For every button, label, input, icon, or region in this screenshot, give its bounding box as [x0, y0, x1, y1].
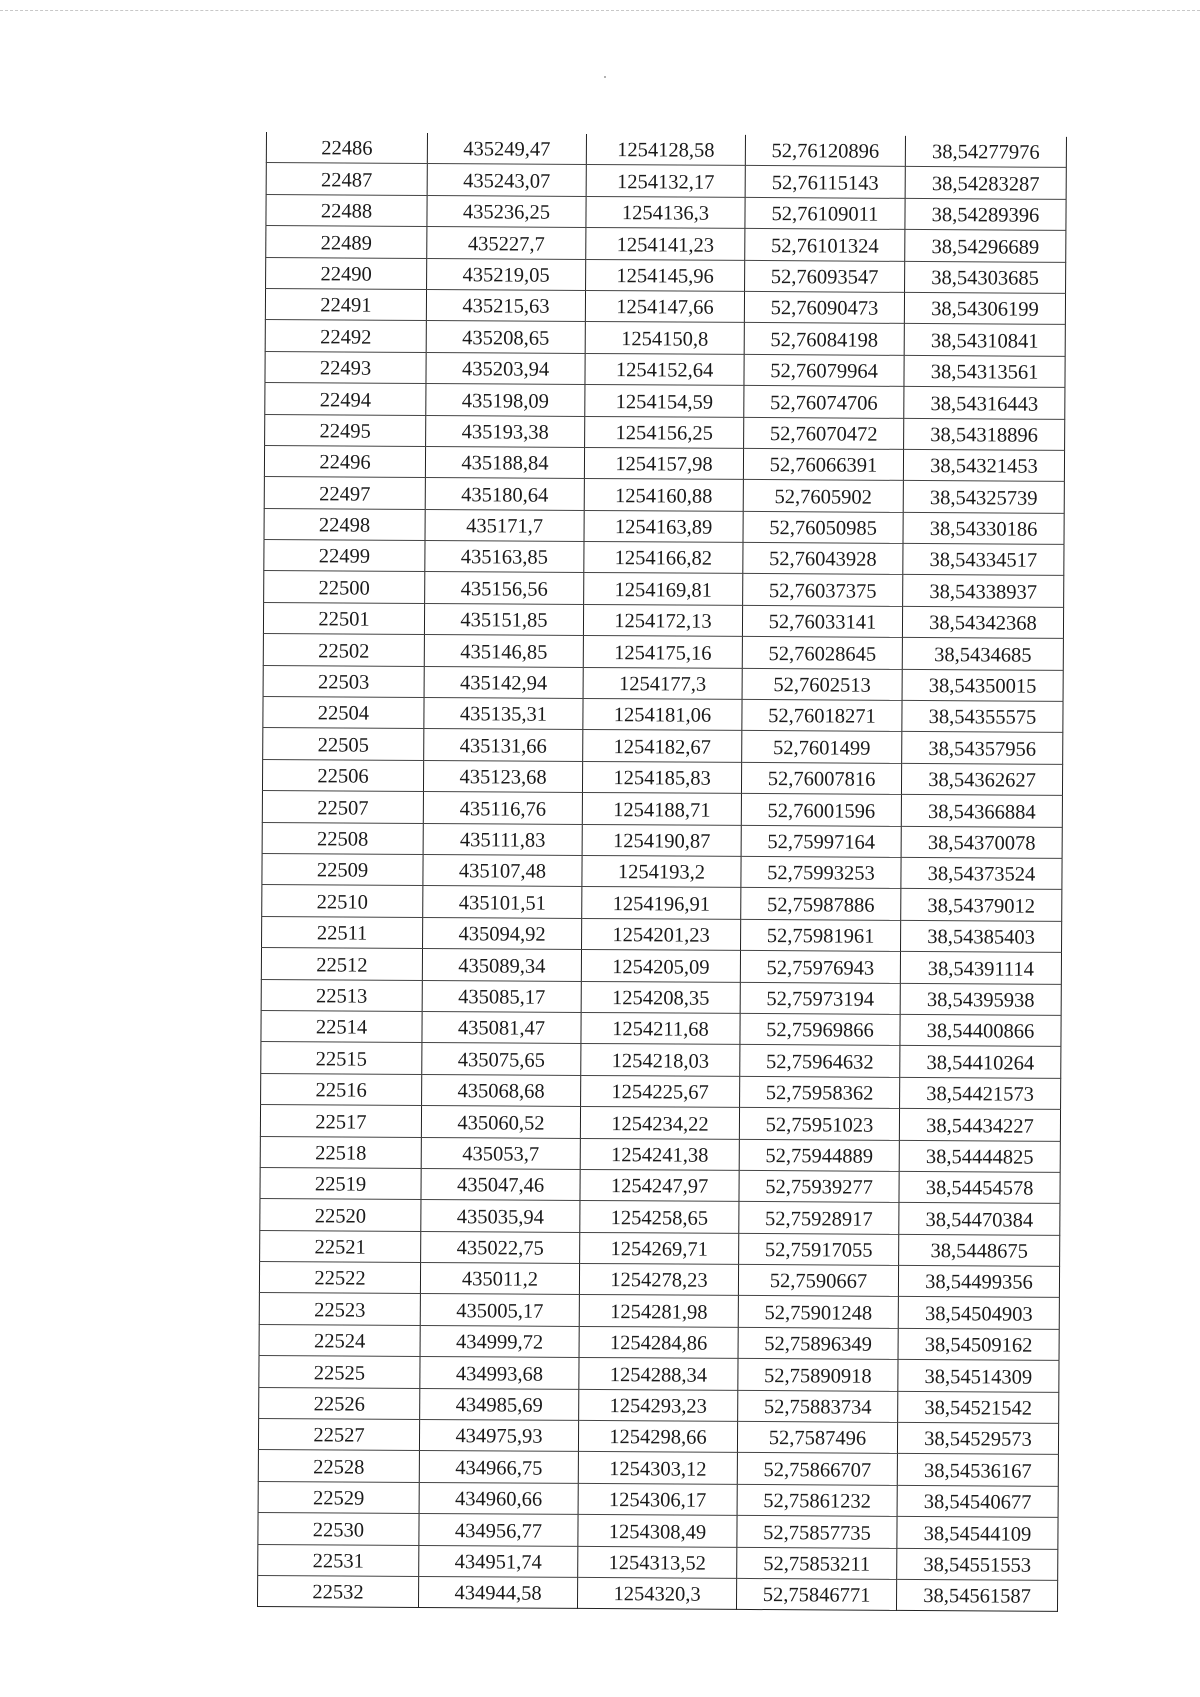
longitude-cell: 38,54330186: [903, 512, 1064, 544]
longitude-cell: 38,54504903: [898, 1297, 1059, 1329]
latitude-cell: 52,76037375: [743, 574, 903, 606]
point-number-cell: 22504: [263, 697, 424, 729]
table-row: [264, 571, 1064, 607]
y-coordinate-cell: 1254185,83: [582, 761, 741, 793]
x-coordinate-cell: 434960,66: [419, 1482, 578, 1514]
longitude-cell: 38,54296689: [905, 230, 1066, 262]
longitude-cell: 38,54277976: [905, 136, 1066, 168]
x-coordinate-cell: 434993,68: [420, 1357, 579, 1389]
point-number-cell: 22505: [263, 728, 424, 760]
latitude-cell: 52,75973194: [740, 982, 900, 1014]
longitude-cell: 38,5434685: [902, 638, 1063, 670]
table-row: [266, 194, 1066, 230]
x-coordinate-cell: 435198,09: [426, 384, 585, 416]
longitude-cell: 38,54362627: [901, 763, 1062, 795]
point-number-cell: 22524: [259, 1324, 420, 1356]
point-number-cell: 22516: [261, 1073, 422, 1105]
table-row: [262, 853, 1062, 889]
point-number-cell: 22496: [264, 445, 425, 477]
latitude-cell: 52,76115143: [745, 166, 905, 198]
latitude-cell: 52,75857735: [737, 1516, 897, 1548]
point-number-cell: 22529: [258, 1481, 419, 1513]
point-number-cell: 22495: [265, 414, 426, 446]
latitude-cell: 52,7601499: [742, 731, 902, 763]
y-coordinate-cell: 1254247,97: [580, 1169, 739, 1201]
table-row: [265, 288, 1065, 324]
y-coordinate-cell: 1254241,38: [580, 1138, 739, 1170]
longitude-cell: 38,54400866: [900, 1014, 1061, 1046]
point-number-cell: 22518: [260, 1136, 421, 1168]
longitude-cell: 38,54410264: [900, 1046, 1061, 1078]
y-coordinate-cell: 1254193,2: [582, 855, 741, 887]
longitude-cell: 38,5448675: [899, 1234, 1060, 1266]
x-coordinate-cell: 435188,84: [425, 446, 584, 478]
point-number-cell: 22525: [259, 1356, 420, 1388]
table-row: [258, 1544, 1058, 1580]
x-coordinate-cell: 435047,46: [421, 1168, 580, 1200]
table-row: [262, 916, 1062, 952]
latitude-cell: 52,75969866: [740, 1013, 900, 1045]
latitude-cell: 52,76028645: [742, 637, 902, 669]
x-coordinate-cell: 435075,65: [422, 1043, 581, 1075]
longitude-cell: 38,54454578: [899, 1171, 1060, 1203]
point-number-cell: 22497: [264, 477, 425, 509]
point-number-cell: 22522: [259, 1262, 420, 1294]
y-coordinate-cell: 1254320,3: [577, 1577, 736, 1609]
longitude-cell: 38,54313561: [904, 355, 1065, 387]
latitude-cell: 52,75939277: [739, 1170, 899, 1202]
y-coordinate-cell: 1254201,23: [582, 918, 741, 950]
y-coordinate-cell: 1254225,67: [581, 1075, 740, 1107]
y-coordinate-cell: 1254258,65: [580, 1201, 739, 1233]
table-row: [266, 226, 1066, 262]
x-coordinate-cell: 435081,47: [422, 1011, 581, 1043]
table-row: [262, 885, 1062, 921]
x-coordinate-cell: 435101,51: [423, 886, 582, 918]
point-number-cell: 22499: [264, 540, 425, 572]
longitude-cell: 38,54509162: [898, 1328, 1059, 1360]
longitude-cell: 38,54306199: [904, 292, 1065, 324]
latitude-cell: 52,7605902: [743, 480, 903, 512]
longitude-cell: 38,54318896: [904, 418, 1065, 450]
x-coordinate-cell: 435085,17: [422, 980, 581, 1012]
y-coordinate-cell: 1254172,13: [583, 604, 742, 636]
x-coordinate-cell: 434966,75: [419, 1451, 578, 1483]
latitude-cell: 52,75993253: [741, 856, 901, 888]
point-number-cell: 22530: [258, 1513, 419, 1545]
x-coordinate-cell: 435180,64: [425, 478, 584, 510]
x-coordinate-cell: 435171,7: [425, 509, 584, 541]
y-coordinate-cell: 1254160,88: [584, 479, 743, 511]
table-row: [258, 1481, 1058, 1517]
point-number-cell: 22487: [266, 163, 427, 195]
table-row: [266, 163, 1066, 199]
point-number-cell: 22490: [266, 257, 427, 289]
latitude-cell: 52,75997164: [741, 825, 901, 857]
longitude-cell: 38,54529573: [897, 1422, 1058, 1454]
table-row: [262, 822, 1062, 858]
table-row: [259, 1356, 1059, 1392]
latitude-cell: 52,75890918: [738, 1359, 898, 1391]
y-coordinate-cell: 1254308,49: [578, 1515, 737, 1547]
table-row: [263, 602, 1063, 638]
latitude-cell: 52,75958362: [740, 1076, 900, 1108]
table-row: [260, 1136, 1060, 1172]
longitude-cell: 38,54370078: [901, 826, 1062, 858]
table-row: [265, 414, 1065, 450]
y-coordinate-cell: 1254177,3: [583, 667, 742, 699]
longitude-cell: 38,54514309: [898, 1360, 1059, 1392]
x-coordinate-cell: 434951,74: [419, 1545, 578, 1577]
x-coordinate-cell: 435227,7: [427, 227, 586, 259]
point-number-cell: 22521: [260, 1230, 421, 1262]
point-number-cell: 22523: [259, 1293, 420, 1325]
latitude-cell: 52,76007816: [741, 762, 901, 794]
y-coordinate-cell: 1254188,71: [582, 793, 741, 825]
x-coordinate-cell: 435011,2: [420, 1263, 579, 1295]
point-number-cell: 22491: [265, 288, 426, 320]
latitude-cell: 52,76018271: [742, 699, 902, 731]
point-number-cell: 22494: [265, 383, 426, 415]
x-coordinate-cell: 435163,85: [425, 541, 584, 573]
latitude-cell: 52,76070472: [744, 417, 904, 449]
scan-speck: [604, 76, 606, 78]
longitude-cell: 38,54283287: [905, 167, 1066, 199]
latitude-cell: 52,7590667: [738, 1264, 898, 1296]
table-row: [260, 1230, 1060, 1266]
latitude-cell: 52,75896349: [738, 1327, 898, 1359]
longitude-cell: 38,54355575: [902, 700, 1063, 732]
point-number-cell: 22526: [259, 1387, 420, 1419]
y-coordinate-cell: 1254181,06: [583, 698, 742, 730]
x-coordinate-cell: 435193,38: [426, 415, 585, 447]
point-number-cell: 22498: [264, 508, 425, 540]
point-number-cell: 22503: [263, 665, 424, 697]
latitude-cell: 52,75883734: [738, 1390, 898, 1422]
longitude-cell: 38,54561587: [896, 1579, 1057, 1611]
latitude-cell: 52,7587496: [737, 1421, 897, 1453]
table-row: [264, 540, 1064, 576]
longitude-cell: 38,54444825: [899, 1140, 1060, 1172]
y-coordinate-cell: 1254269,71: [580, 1232, 739, 1264]
x-coordinate-cell: 435243,07: [427, 164, 586, 196]
latitude-cell: 52,75944889: [739, 1139, 899, 1171]
table-row: [259, 1387, 1059, 1423]
longitude-cell: 38,54470384: [899, 1203, 1060, 1235]
longitude-cell: 38,54385403: [901, 920, 1062, 952]
x-coordinate-cell: 435208,65: [426, 321, 585, 353]
point-number-cell: 22509: [262, 853, 423, 885]
longitude-cell: 38,54434227: [899, 1108, 1060, 1140]
point-number-cell: 22502: [263, 634, 424, 666]
table-row: [265, 351, 1065, 387]
y-coordinate-cell: 1254278,23: [579, 1263, 738, 1295]
longitude-cell: 38,54499356: [898, 1265, 1059, 1297]
y-coordinate-cell: 1254156,25: [585, 416, 744, 448]
latitude-cell: 52,75976943: [740, 951, 900, 983]
longitude-cell: 38,54544109: [897, 1517, 1058, 1549]
longitude-cell: 38,54334517: [903, 543, 1064, 575]
latitude-cell: 52,75917055: [739, 1233, 899, 1265]
y-coordinate-cell: 1254288,34: [579, 1358, 738, 1390]
longitude-cell: 38,54316443: [904, 387, 1065, 419]
y-coordinate-cell: 1254145,96: [586, 259, 745, 291]
latitude-cell: 52,75901248: [738, 1296, 898, 1328]
point-number-cell: 22492: [265, 320, 426, 352]
y-coordinate-cell: 1254205,09: [581, 950, 740, 982]
table-row: [260, 1199, 1060, 1235]
longitude-cell: 38,54536167: [897, 1454, 1058, 1486]
x-coordinate-cell: 434944,58: [418, 1576, 577, 1608]
latitude-cell: 52,75964632: [740, 1045, 900, 1077]
x-coordinate-cell: 435135,31: [424, 698, 583, 730]
x-coordinate-cell: 435249,47: [427, 133, 586, 165]
x-coordinate-cell: 435053,7: [421, 1137, 580, 1169]
y-coordinate-cell: 1254281,98: [579, 1295, 738, 1327]
longitude-cell: 38,54521542: [898, 1391, 1059, 1423]
y-coordinate-cell: 1254293,23: [579, 1389, 738, 1421]
latitude-cell: 52,75928917: [739, 1202, 899, 1234]
longitude-cell: 38,54357956: [902, 732, 1063, 764]
y-coordinate-cell: 1254284,86: [579, 1326, 738, 1358]
point-number-cell: 22532: [257, 1575, 418, 1607]
x-coordinate-cell: 434956,77: [419, 1514, 578, 1546]
table-row: [258, 1450, 1058, 1486]
latitude-cell: 52,7602513: [742, 668, 902, 700]
table-row: [258, 1418, 1058, 1454]
longitude-cell: 38,54303685: [905, 261, 1066, 293]
table-row: [258, 1513, 1058, 1549]
x-coordinate-cell: 435068,68: [422, 1074, 581, 1106]
x-coordinate-cell: 435123,68: [423, 760, 582, 792]
longitude-cell: 38,54551553: [897, 1548, 1058, 1580]
point-number-cell: 22528: [258, 1450, 419, 1482]
table-row: [263, 665, 1063, 701]
point-number-cell: 22511: [262, 916, 423, 948]
table-row: [262, 759, 1062, 795]
latitude-cell: 52,75846771: [736, 1578, 896, 1610]
y-coordinate-cell: 1254234,22: [580, 1107, 739, 1139]
y-coordinate-cell: 1254169,81: [584, 573, 743, 605]
y-coordinate-cell: 1254141,23: [586, 228, 745, 260]
longitude-cell: 38,54342368: [902, 606, 1063, 638]
latitude-cell: 52,75861232: [737, 1484, 897, 1516]
point-number-cell: 22500: [264, 571, 425, 603]
x-coordinate-cell: 435089,34: [422, 949, 581, 981]
point-number-cell: 22501: [263, 602, 424, 634]
latitude-cell: 52,75866707: [737, 1453, 897, 1485]
point-number-cell: 22493: [265, 351, 426, 383]
y-coordinate-cell: 1254157,98: [584, 447, 743, 479]
x-coordinate-cell: 435151,85: [424, 603, 583, 635]
x-coordinate-cell: 435131,66: [424, 729, 583, 761]
y-coordinate-cell: 1254298,66: [578, 1420, 737, 1452]
point-number-cell: 22519: [260, 1167, 421, 1199]
table-row: [265, 320, 1065, 356]
table-row: [259, 1262, 1059, 1298]
y-coordinate-cell: 1254128,58: [586, 134, 745, 166]
x-coordinate-cell: 435035,94: [421, 1200, 580, 1232]
x-coordinate-cell: 434985,69: [420, 1388, 579, 1420]
table-row: [261, 948, 1061, 984]
y-coordinate-cell: 1254211,68: [581, 1012, 740, 1044]
latitude-cell: 52,75853211: [737, 1547, 897, 1579]
x-coordinate-cell: 435203,94: [426, 352, 585, 384]
x-coordinate-cell: 435142,94: [424, 666, 583, 698]
y-coordinate-cell: 1254163,89: [584, 510, 743, 542]
latitude-cell: 52,76079964: [744, 354, 904, 386]
table-row: [266, 132, 1066, 168]
latitude-cell: 52,76074706: [744, 386, 904, 418]
table-row: [261, 1073, 1061, 1109]
point-number-cell: 22488: [266, 194, 427, 226]
latitude-cell: 52,76043928: [743, 542, 903, 574]
y-coordinate-cell: 1254196,91: [582, 887, 741, 919]
point-number-cell: 22531: [258, 1544, 419, 1576]
table-row: [264, 508, 1064, 544]
latitude-cell: 52,76120896: [745, 135, 905, 167]
x-coordinate-cell: 435111,83: [423, 823, 582, 855]
x-coordinate-cell: 435094,92: [423, 917, 582, 949]
longitude-cell: 38,54540677: [897, 1485, 1058, 1517]
longitude-cell: 38,54321453: [903, 449, 1064, 481]
longitude-cell: 38,54350015: [902, 669, 1063, 701]
table-row: [263, 697, 1063, 733]
point-number-cell: 22507: [262, 791, 423, 823]
table-row: [257, 1575, 1057, 1611]
point-number-cell: 22513: [261, 979, 422, 1011]
y-coordinate-cell: 1254218,03: [581, 1044, 740, 1076]
table-row: [261, 979, 1061, 1015]
latitude-cell: 52,76001596: [741, 794, 901, 826]
latitude-cell: 52,76093547: [745, 260, 905, 292]
scan-top-edge-line: [0, 10, 1200, 11]
longitude-cell: 38,54421573: [900, 1077, 1061, 1109]
y-coordinate-cell: 1254166,82: [584, 542, 743, 574]
latitude-cell: 52,76050985: [743, 511, 903, 543]
latitude-cell: 52,76084198: [744, 323, 904, 355]
y-coordinate-cell: 1254152,64: [585, 353, 744, 385]
point-number-cell: 22515: [261, 1042, 422, 1074]
x-coordinate-cell: 435022,75: [421, 1231, 580, 1263]
longitude-cell: 38,54373524: [901, 857, 1062, 889]
y-coordinate-cell: 1254306,17: [578, 1483, 737, 1515]
table-row: [265, 383, 1065, 419]
longitude-cell: 38,54379012: [901, 889, 1062, 921]
point-number-cell: 22489: [266, 226, 427, 258]
x-coordinate-cell: 435146,85: [424, 635, 583, 667]
table-row: [266, 257, 1066, 293]
x-coordinate-cell: 434975,93: [419, 1419, 578, 1451]
table-row: [261, 1042, 1061, 1078]
table-row: [259, 1293, 1059, 1329]
point-number-cell: 22517: [260, 1105, 421, 1137]
longitude-cell: 38,54289396: [905, 198, 1066, 230]
x-coordinate-cell: 435219,05: [427, 258, 586, 290]
y-coordinate-cell: 1254136,3: [586, 196, 745, 228]
point-number-cell: 22510: [262, 885, 423, 917]
point-number-cell: 22486: [266, 132, 427, 164]
point-number-cell: 22520: [260, 1199, 421, 1231]
point-number-cell: 22514: [261, 1010, 422, 1042]
latitude-cell: 52,75987886: [741, 888, 901, 920]
x-coordinate-cell: 435107,48: [423, 854, 582, 886]
table-row: [263, 728, 1063, 764]
latitude-cell: 52,76109011: [745, 197, 905, 229]
latitude-cell: 52,76101324: [745, 229, 905, 261]
longitude-cell: 38,54338937: [903, 575, 1064, 607]
latitude-cell: 52,75981961: [741, 919, 901, 951]
y-coordinate-cell: 1254303,12: [578, 1452, 737, 1484]
table-row: [264, 445, 1064, 481]
coordinates-table: [257, 132, 1067, 1612]
point-number-cell: 22527: [258, 1418, 419, 1450]
table-row: [260, 1167, 1060, 1203]
y-coordinate-cell: 1254190,87: [582, 824, 741, 856]
point-number-cell: 22506: [262, 759, 423, 791]
y-coordinate-cell: 1254147,66: [585, 290, 744, 322]
x-coordinate-cell: 435060,52: [421, 1106, 580, 1138]
y-coordinate-cell: 1254154,59: [585, 385, 744, 417]
longitude-cell: 38,54366884: [901, 795, 1062, 827]
table-row: [259, 1324, 1059, 1360]
x-coordinate-cell: 435116,76: [423, 792, 582, 824]
longitude-cell: 38,54310841: [904, 324, 1065, 356]
x-coordinate-cell: 435005,17: [420, 1294, 579, 1326]
y-coordinate-cell: 1254150,8: [585, 322, 744, 354]
table-row: [264, 477, 1064, 513]
y-coordinate-cell: 1254175,16: [583, 636, 742, 668]
longitude-cell: 38,54395938: [900, 983, 1061, 1015]
y-coordinate-cell: 1254313,52: [578, 1546, 737, 1578]
x-coordinate-cell: 435156,56: [425, 572, 584, 604]
table-row: [260, 1105, 1060, 1141]
y-coordinate-cell: 1254208,35: [581, 981, 740, 1013]
y-coordinate-cell: 1254182,67: [583, 730, 742, 762]
table-row: [263, 634, 1063, 670]
x-coordinate-cell: 434999,72: [420, 1325, 579, 1357]
x-coordinate-cell: 435236,25: [427, 195, 586, 227]
point-number-cell: 22508: [262, 822, 423, 854]
x-coordinate-cell: 435215,63: [426, 289, 585, 321]
latitude-cell: 52,75951023: [739, 1108, 899, 1140]
latitude-cell: 52,76066391: [743, 448, 903, 480]
table-row: [262, 791, 1062, 827]
point-number-cell: 22512: [261, 948, 422, 980]
table-row: [261, 1010, 1061, 1046]
coordinates-table-body: [257, 132, 1066, 1612]
longitude-cell: 38,54325739: [903, 481, 1064, 513]
latitude-cell: 52,76033141: [742, 605, 902, 637]
latitude-cell: 52,76090473: [744, 291, 904, 323]
y-coordinate-cell: 1254132,17: [586, 165, 745, 197]
longitude-cell: 38,54391114: [900, 952, 1061, 984]
